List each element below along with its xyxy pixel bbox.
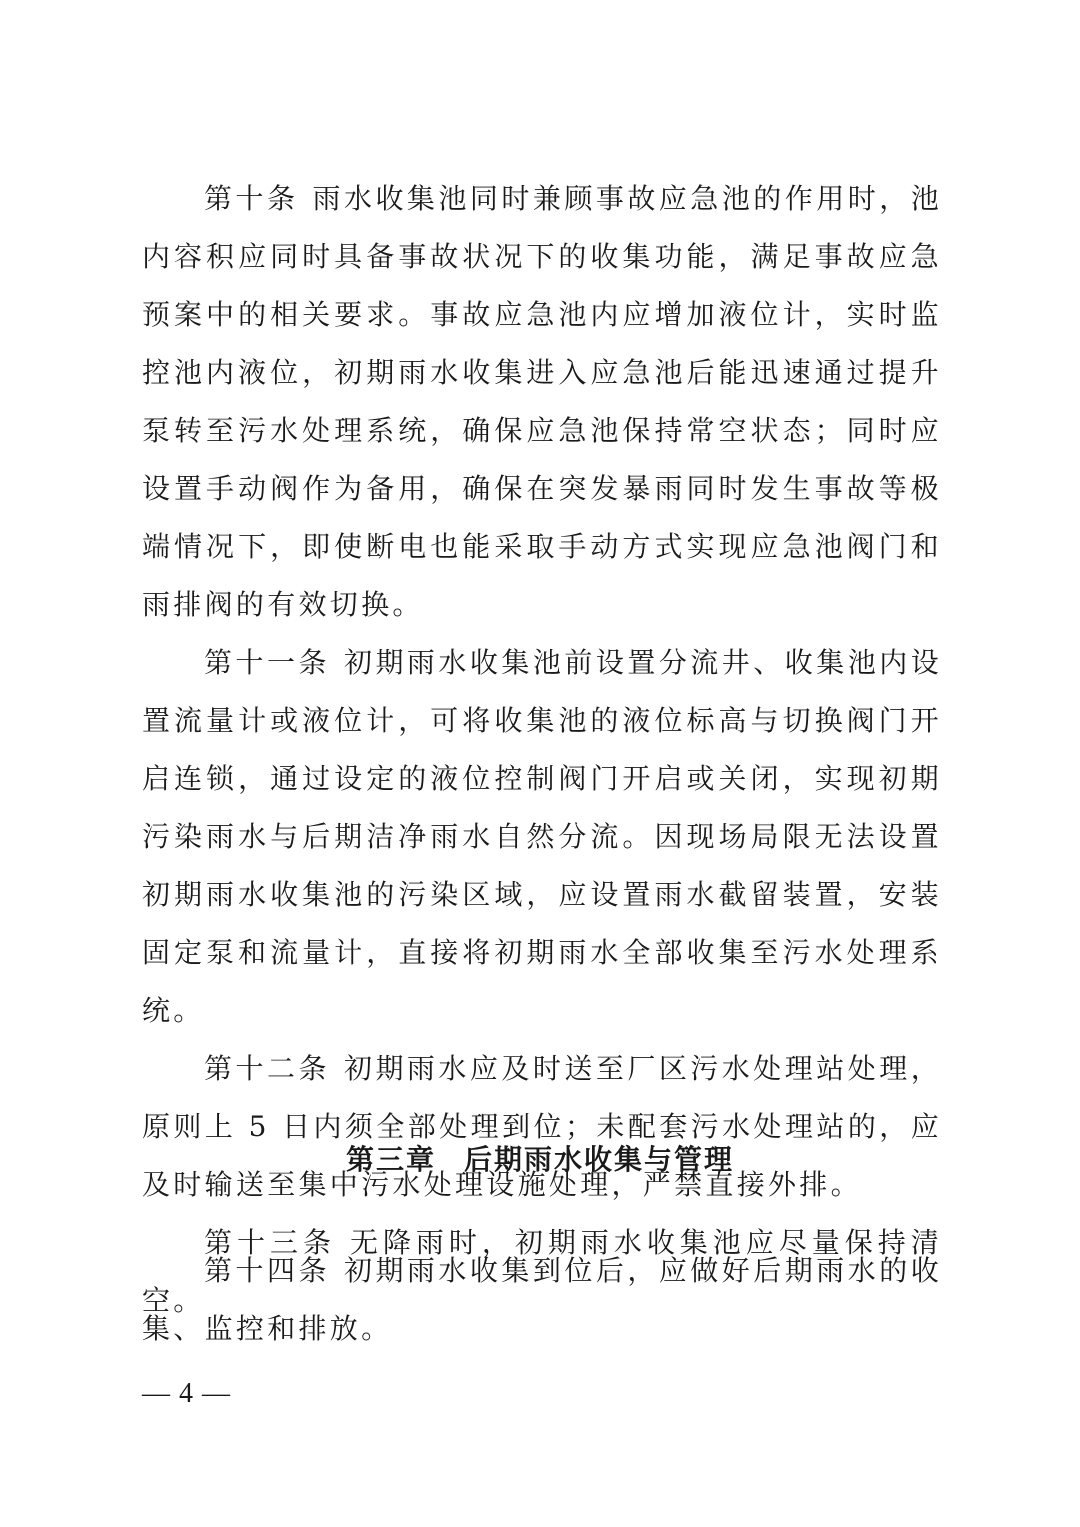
chapter-number: 第三章 xyxy=(345,1143,436,1176)
article-11 xyxy=(142,634,942,1040)
article-number: 第十三条 xyxy=(204,1226,336,1259)
article-text: 无降雨时，初期雨水收集池应尽量保持清空。 xyxy=(142,1226,943,1317)
article-block-2 xyxy=(142,1242,942,1358)
article-text: 初期雨水收集到位后，应做好后期雨水的收集、监控和排放。 xyxy=(142,1254,943,1345)
chapter-title: 后期雨水收集与管理 xyxy=(464,1143,735,1176)
chapter-heading xyxy=(0,1138,1080,1178)
article-10 xyxy=(142,170,942,634)
article-text: 初期雨水应及时送至厂区污水处理站处理，原则上 5 日内须全部处理到位；未配套污水处理站的，应及时输送至集中污水处理设施处理，严禁直接外排。 xyxy=(142,1052,943,1201)
article-14 xyxy=(142,1242,942,1358)
article-text: 初期雨水收集池前设置分流井、收集池内设置流量计或液位计，可将收集池的液位标高与切换阀门开启连锁，通过设定的液位控制阀门开启或关闭，实现初期污染雨水与后期洁净雨水自然分流。因现场局限无法设置初期雨水收集池的污染区域，应设置雨水截留装置，安装固定泵和流量计，直接将初期雨水全部收集至污水处理系统。 xyxy=(142,646,943,1027)
article-number: 第十二条 xyxy=(204,1052,330,1085)
page-number: — 4 — xyxy=(142,1378,231,1409)
article-number: 第十条 xyxy=(204,182,299,215)
article-number: 第十四条 xyxy=(204,1254,330,1287)
article-number: 第十一条 xyxy=(204,646,330,679)
article-text: 雨水收集池同时兼顾事故应急池的作用时，池内容积应同时具备事故状况下的收集功能，满足事故应急预案中的相关要求。事故应急池内应增加液位计，实时监控池内液位，初期雨水收集进入应急池后能迅速通过提升泵转至污水处理系统，确保应急池保持常空状态；同时应设置手动阀作为备用，确保在突发暴雨同时发生事故等极端情况下，即使断电也能采取手动方式实现应急池阀门和雨排阀的有效切换。 xyxy=(142,182,942,621)
article-12 xyxy=(142,1040,942,1214)
